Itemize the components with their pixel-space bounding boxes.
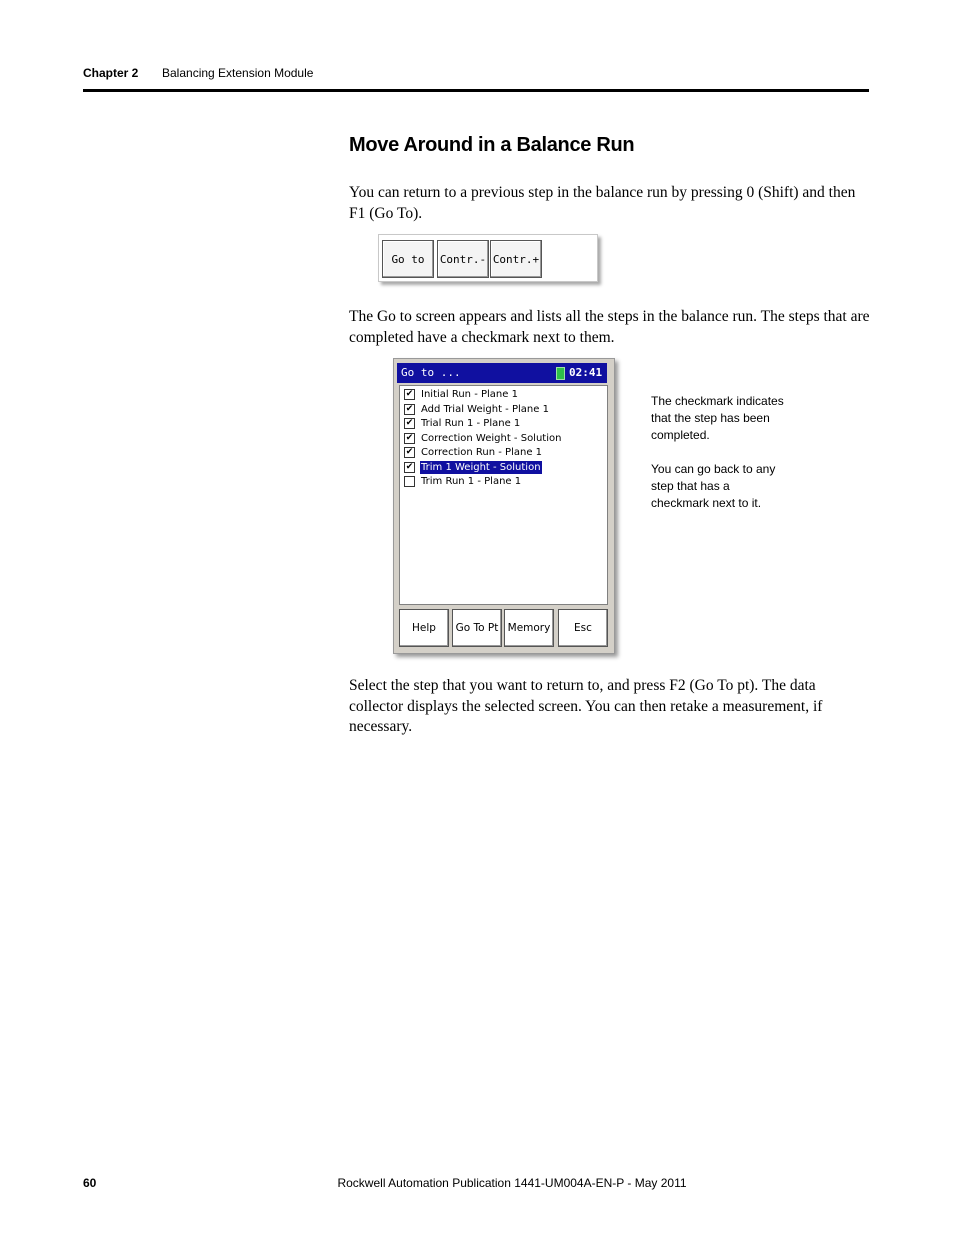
goto-softkey[interactable]: Go to <box>382 240 434 278</box>
memory-button[interactable]: Memory <box>504 609 554 647</box>
publication-info: Rockwell Automation Publication 1441-UM004A-EN-P - May 2011 <box>337 1176 687 1190</box>
step-label: Correction Run - Plane 1 <box>421 447 543 458</box>
checked-checkbox-icon[interactable]: ✔ <box>405 447 414 457</box>
checked-checkbox-icon[interactable]: ✔ <box>405 403 414 414</box>
section-title: Move Around in a Balance Run <box>349 134 635 156</box>
step-item[interactable] <box>404 417 521 430</box>
step-item[interactable] <box>404 475 522 488</box>
checked-checkbox-icon[interactable]: ✔ <box>405 461 414 472</box>
go-to-pt-button[interactable]: Go To Pt <box>452 609 502 647</box>
unchecked-checkbox-icon[interactable] <box>404 476 415 487</box>
contrast-minus-softkey[interactable]: Contr.- <box>437 240 489 278</box>
header-rule <box>83 89 869 92</box>
step-label: Initial Run - Plane 1 <box>421 389 518 400</box>
step-label: Correction Weight - Solution <box>421 432 562 444</box>
step-item[interactable] <box>404 432 562 445</box>
checked-checkbox-icon[interactable]: ✔ <box>405 389 414 399</box>
step-item[interactable] <box>404 461 542 474</box>
clock: 02:41 <box>569 366 603 379</box>
esc-button[interactable]: Esc <box>558 609 608 647</box>
screen-title: Go to ... <box>401 366 461 379</box>
step-label: Trim 1 Weight - Solution <box>421 461 541 473</box>
step-item[interactable] <box>404 403 550 416</box>
select-step-paragraph: Select the step that you want to return to, and press F2 (Go To pt). The data collector displays the selected screen. You can then retake a measurement, if necessary. <box>349 677 823 735</box>
screen-titlebar <box>397 363 607 383</box>
battery-icon <box>556 367 565 380</box>
softkey-bar <box>378 234 598 282</box>
step-label: Trial Run 1 - Plane 1 <box>421 418 521 429</box>
step-label: Trim Run 1 - Plane 1 <box>421 476 522 487</box>
page-number: 60 <box>83 1176 97 1190</box>
help-button[interactable]: Help <box>399 609 449 647</box>
step-label: Add Trial Weight - Plane 1 <box>421 403 549 415</box>
goto-screen <box>393 358 615 654</box>
intro-paragraph: You can return to a previous step in the balance run by pressing 0 (Shift) and then F1 (Go To). <box>349 184 856 222</box>
step-list <box>399 385 608 605</box>
goto-screen-paragraph: The Go to screen appears and lists all the steps in the balance run. The steps that are completed have a checkmark next to them. <box>349 308 870 346</box>
chapter-title: Balancing Extension Module <box>162 66 314 80</box>
go-back-callout: You can go back to any step that has a checkmark next to it. <box>651 462 776 510</box>
checked-checkbox-icon[interactable]: ✔ <box>405 432 414 443</box>
contrast-plus-softkey[interactable]: Contr.+ <box>490 240 542 278</box>
step-item[interactable] <box>404 388 519 401</box>
checkmark-callout: The checkmark indicates that the step has been completed. <box>651 394 784 442</box>
step-item[interactable] <box>404 446 543 459</box>
checked-checkbox-icon[interactable]: ✔ <box>405 418 414 428</box>
chapter-label: Chapter 2 <box>83 66 139 80</box>
